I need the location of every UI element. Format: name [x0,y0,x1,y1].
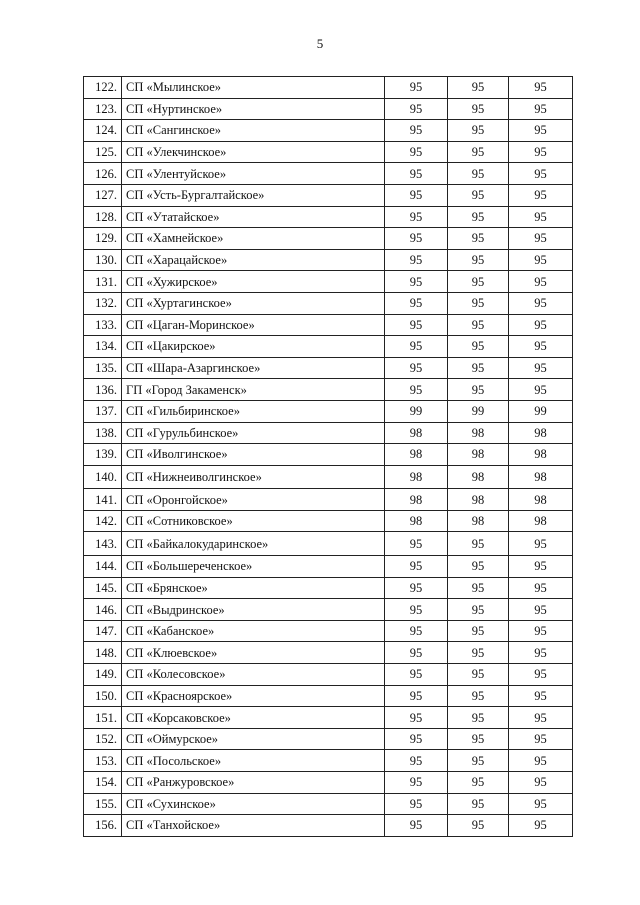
settlement-name-cell: СП «Харацайское» [122,249,385,271]
value-1-cell: 95 [385,292,448,314]
row-number-cell: 153. [84,750,122,772]
value-3-cell: 95 [509,249,573,271]
table-row [84,249,573,271]
row-number-cell: 155. [84,793,122,815]
settlement-name-cell: СП «Корсаковское» [122,707,385,729]
settlement-name-cell: СП «Хужирское» [122,271,385,293]
table-row [84,206,573,228]
row-number-cell: 123. [84,98,122,120]
table-row [84,728,573,750]
value-3-cell: 98 [509,444,573,466]
table-row [84,98,573,120]
value-3-cell: 95 [509,163,573,185]
value-3-cell: 95 [509,556,573,578]
value-3-cell: 95 [509,206,573,228]
value-1-cell: 95 [385,141,448,163]
value-1-cell: 95 [385,314,448,336]
value-2-cell: 95 [448,120,509,142]
table-row [84,685,573,707]
value-1-cell: 95 [385,620,448,642]
value-1-cell: 98 [385,422,448,444]
value-2-cell: 95 [448,163,509,185]
value-3-cell: 95 [509,728,573,750]
value-1-cell: 95 [385,815,448,837]
value-2-cell: 95 [448,532,509,556]
row-number-cell: 135. [84,357,122,379]
value-3-cell: 95 [509,314,573,336]
table-row [84,228,573,250]
value-2-cell: 95 [448,599,509,621]
value-2-cell: 95 [448,772,509,794]
value-1-cell: 95 [385,357,448,379]
value-3-cell: 95 [509,184,573,206]
value-3-cell: 95 [509,685,573,707]
value-1-cell: 95 [385,163,448,185]
row-number-cell: 142. [84,510,122,532]
value-2-cell: 95 [448,728,509,750]
row-number-cell: 127. [84,184,122,206]
settlement-name-cell: СП «Нуртинское» [122,98,385,120]
value-1-cell: 99 [385,400,448,422]
settlement-name-cell: СП «Танхойское» [122,815,385,837]
row-number-cell: 129. [84,228,122,250]
value-1-cell: 95 [385,379,448,401]
value-3-cell: 95 [509,292,573,314]
table-row [84,422,573,444]
settlement-name-cell: СП «Кабанское» [122,620,385,642]
table-row [84,620,573,642]
table-row [84,465,573,489]
value-3-cell: 95 [509,750,573,772]
value-1-cell: 95 [385,184,448,206]
value-3-cell: 95 [509,357,573,379]
value-2-cell: 98 [448,465,509,489]
value-1-cell: 95 [385,228,448,250]
value-3-cell: 95 [509,772,573,794]
row-number-cell: 131. [84,271,122,293]
settlement-name-cell: СП «Байкалокударинское» [122,532,385,556]
value-1-cell: 95 [385,793,448,815]
settlement-name-cell: СП «Гурульбинское» [122,422,385,444]
value-3-cell: 95 [509,577,573,599]
value-3-cell: 98 [509,489,573,511]
table-row [84,793,573,815]
table-row [84,642,573,664]
settlement-name-cell: СП «Мылинское» [122,77,385,99]
value-3-cell: 95 [509,599,573,621]
settlement-name-cell: СП «Посольское» [122,750,385,772]
table-row [84,556,573,578]
value-3-cell: 95 [509,228,573,250]
row-number-cell: 128. [84,206,122,228]
settlement-name-cell: СП «Улентуйское» [122,163,385,185]
value-1-cell: 98 [385,444,448,466]
settlement-name-cell: СП «Гильбиринское» [122,400,385,422]
settlement-name-cell: СП «Выдринское» [122,599,385,621]
value-1-cell: 95 [385,532,448,556]
value-1-cell: 95 [385,336,448,358]
row-number-cell: 146. [84,599,122,621]
value-2-cell: 95 [448,707,509,729]
settlement-name-cell: СП «Красноярское» [122,685,385,707]
value-2-cell: 95 [448,314,509,336]
table-row [84,532,573,556]
row-number-cell: 137. [84,400,122,422]
value-3-cell: 95 [509,120,573,142]
value-3-cell: 95 [509,271,573,293]
table-row [84,750,573,772]
value-1-cell: 95 [385,685,448,707]
settlement-name-cell: СП «Колесовское» [122,664,385,686]
value-2-cell: 95 [448,556,509,578]
table-body [84,77,573,837]
value-1-cell: 95 [385,642,448,664]
value-1-cell: 98 [385,489,448,511]
row-number-cell: 138. [84,422,122,444]
value-2-cell: 95 [448,141,509,163]
row-number-cell: 136. [84,379,122,401]
settlement-name-cell: СП «Хамнейское» [122,228,385,250]
value-3-cell: 95 [509,620,573,642]
settlement-name-cell: СП «Сухинское» [122,793,385,815]
settlement-name-cell: СП «Усть-Бургалтайское» [122,184,385,206]
settlement-name-cell: СП «Сангинское» [122,120,385,142]
row-number-cell: 141. [84,489,122,511]
table-row [84,77,573,99]
value-2-cell: 95 [448,98,509,120]
row-number-cell: 132. [84,292,122,314]
value-3-cell: 95 [509,77,573,99]
value-2-cell: 95 [448,642,509,664]
value-3-cell: 95 [509,664,573,686]
row-number-cell: 124. [84,120,122,142]
value-3-cell: 95 [509,707,573,729]
table-row [84,510,573,532]
value-2-cell: 95 [448,620,509,642]
row-number-cell: 151. [84,707,122,729]
row-number-cell: 125. [84,141,122,163]
settlements-table [83,76,573,837]
value-3-cell: 98 [509,422,573,444]
value-3-cell: 98 [509,510,573,532]
table-row [84,379,573,401]
value-1-cell: 95 [385,120,448,142]
table-row [84,599,573,621]
value-3-cell: 95 [509,793,573,815]
value-1-cell: 95 [385,77,448,99]
settlement-name-cell: ГП «Город Закаменск» [122,379,385,401]
settlement-name-cell: СП «Оймурское» [122,728,385,750]
table-row [84,444,573,466]
value-1-cell: 95 [385,577,448,599]
settlement-name-cell: СП «Хуртагинское» [122,292,385,314]
row-number-cell: 149. [84,664,122,686]
settlement-name-cell: СП «Сотниковское» [122,510,385,532]
value-1-cell: 95 [385,271,448,293]
row-number-cell: 143. [84,532,122,556]
table-row [84,120,573,142]
settlement-name-cell: СП «Улекчинское» [122,141,385,163]
value-2-cell: 98 [448,489,509,511]
table-row [84,141,573,163]
row-number-cell: 148. [84,642,122,664]
settlement-name-cell: СП «Брянское» [122,577,385,599]
value-3-cell: 99 [509,400,573,422]
value-1-cell: 98 [385,465,448,489]
table-row [84,271,573,293]
row-number-cell: 133. [84,314,122,336]
row-number-cell: 130. [84,249,122,271]
table-row [84,815,573,837]
settlement-name-cell: СП «Нижнеиволгинское» [122,465,385,489]
value-2-cell: 95 [448,685,509,707]
value-1-cell: 95 [385,772,448,794]
page-number: 5 [316,36,324,51]
row-number-cell: 140. [84,465,122,489]
value-1-cell: 95 [385,556,448,578]
value-3-cell: 95 [509,141,573,163]
table-row [84,664,573,686]
table-row [84,184,573,206]
table-row [84,400,573,422]
row-number-cell: 154. [84,772,122,794]
value-2-cell: 95 [448,664,509,686]
row-number-cell: 147. [84,620,122,642]
settlement-name-cell: СП «Цаган-Моринское» [122,314,385,336]
value-1-cell: 95 [385,707,448,729]
value-2-cell: 95 [448,77,509,99]
settlement-name-cell: СП «Цакирское» [122,336,385,358]
value-3-cell: 95 [509,336,573,358]
settlement-name-cell: СП «Большереченское» [122,556,385,578]
value-2-cell: 95 [448,228,509,250]
value-3-cell: 95 [509,532,573,556]
value-1-cell: 98 [385,510,448,532]
row-number-cell: 134. [84,336,122,358]
value-2-cell: 95 [448,379,509,401]
table-row [84,314,573,336]
table-row [84,489,573,511]
row-number-cell: 145. [84,577,122,599]
row-number-cell: 126. [84,163,122,185]
value-1-cell: 95 [385,728,448,750]
value-2-cell: 98 [448,510,509,532]
table-row [84,336,573,358]
value-3-cell: 95 [509,379,573,401]
value-2-cell: 95 [448,793,509,815]
value-2-cell: 95 [448,815,509,837]
value-1-cell: 95 [385,98,448,120]
value-1-cell: 95 [385,249,448,271]
table-row [84,577,573,599]
row-number-cell: 122. [84,77,122,99]
value-1-cell: 95 [385,664,448,686]
value-3-cell: 95 [509,815,573,837]
row-number-cell: 152. [84,728,122,750]
table-row [84,163,573,185]
settlement-name-cell: СП «Оронгойское» [122,489,385,511]
value-2-cell: 95 [448,750,509,772]
value-2-cell: 98 [448,444,509,466]
value-2-cell: 95 [448,292,509,314]
value-2-cell: 95 [448,206,509,228]
value-2-cell: 95 [448,271,509,293]
settlement-name-cell: СП «Клюевское» [122,642,385,664]
value-2-cell: 95 [448,336,509,358]
row-number-cell: 144. [84,556,122,578]
value-3-cell: 95 [509,642,573,664]
value-3-cell: 98 [509,465,573,489]
table-row [84,292,573,314]
row-number-cell: 139. [84,444,122,466]
value-3-cell: 95 [509,98,573,120]
table-row [84,707,573,729]
value-2-cell: 99 [448,400,509,422]
value-2-cell: 95 [448,577,509,599]
settlement-name-cell: СП «Ранжуровское» [122,772,385,794]
value-2-cell: 95 [448,357,509,379]
value-2-cell: 98 [448,422,509,444]
value-2-cell: 95 [448,184,509,206]
row-number-cell: 150. [84,685,122,707]
settlement-name-cell: СП «Шара-Азаргинское» [122,357,385,379]
value-1-cell: 95 [385,750,448,772]
value-2-cell: 95 [448,249,509,271]
value-1-cell: 95 [385,206,448,228]
table-row [84,772,573,794]
row-number-cell: 156. [84,815,122,837]
table-row [84,357,573,379]
value-1-cell: 95 [385,599,448,621]
settlement-name-cell: СП «Иволгинское» [122,444,385,466]
settlement-name-cell: СП «Утатайское» [122,206,385,228]
